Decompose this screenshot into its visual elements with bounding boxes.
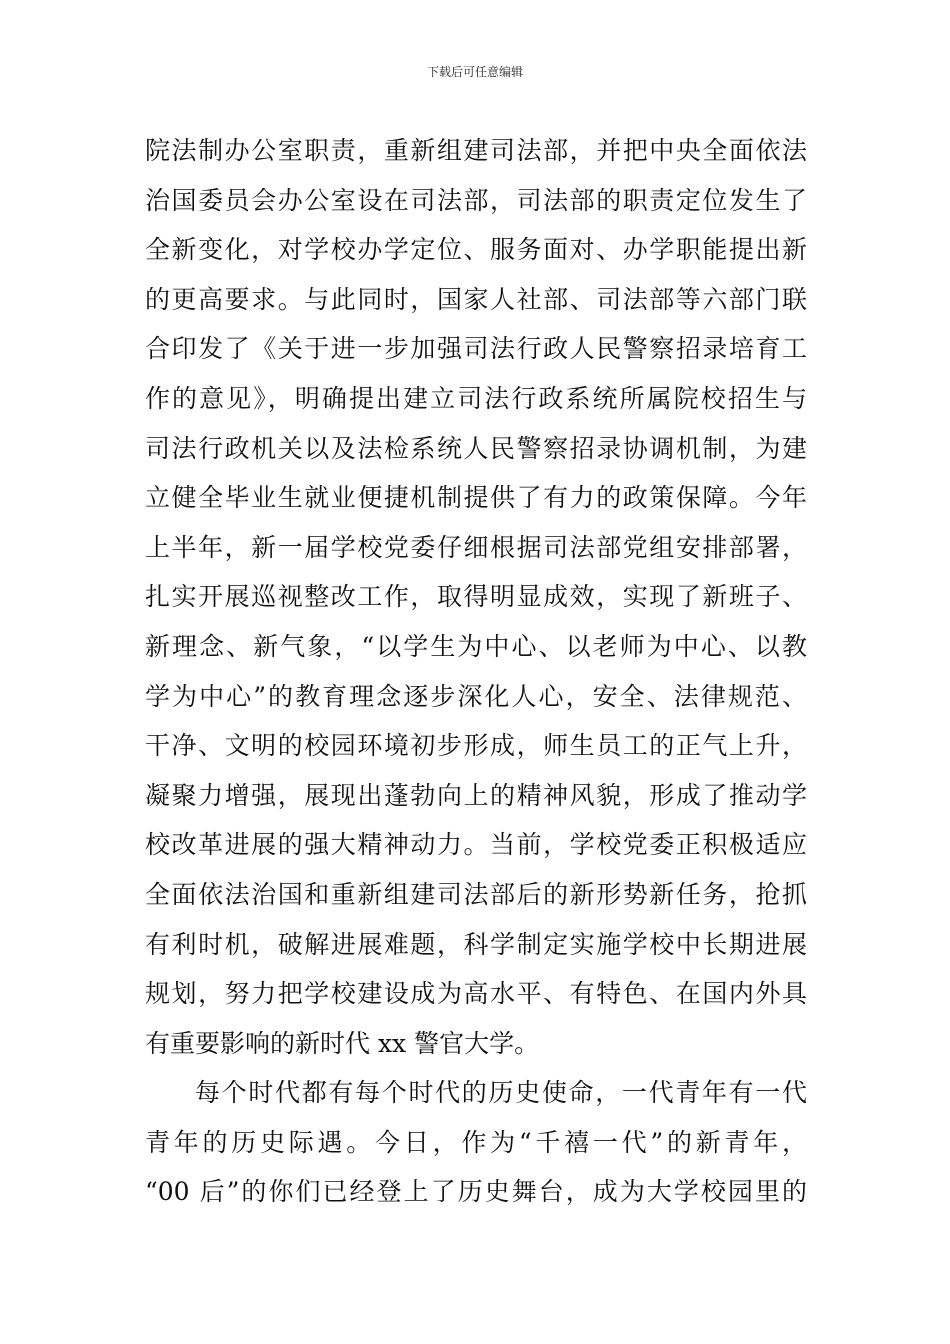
text-line: 全新变化，对学校办学定位、服务面对、办学职能提出新 [145, 235, 807, 265]
paragraph-first-line: 每个时代都有每个时代的历史使命，一代青年有一代 [195, 1078, 807, 1108]
text-line: 上半年，新一届学校党委仔细根据司法部党组安排部署， [145, 532, 807, 562]
text-line: 的更高要求。与此同时，国家人社部、司法部等六部门联 [145, 284, 807, 314]
text-line: 扎实开展巡视整改工作，取得明显成效，实现了新班子、 [145, 582, 807, 612]
text-line: 全面依法治国和重新组建司法部后的新形势新任务，抢抓 [145, 879, 807, 909]
text-line: 新理念、新气象，“以学生为中心、以老师为中心、以教 [145, 631, 807, 661]
text-line: 治国委员会办公室设在司法部，司法部的职责定位发生了 [145, 185, 807, 215]
text-line: 凝聚力增强，展现出蓬勃向上的精神风貌，形成了推动学 [145, 780, 807, 810]
text-line: 学为中心”的教育理念逐步深化人心，安全、法律规范、 [145, 681, 807, 711]
text-line: “00 后”的你们已经登上了历史舞台，成为大学校园里的 [145, 1177, 807, 1207]
paragraph-end-line: 有重要影响的新时代 xx 警官大学。 [145, 1028, 540, 1058]
text-line: 司法行政机关以及法检系统人民警察招录协调机制，为建 [145, 433, 807, 463]
text-line: 院法制办公室职责，重新组建司法部，并把中央全面依法 [145, 136, 807, 165]
text-line: 干净、文明的校园环境初步形成，师生员工的正气上升， [145, 731, 807, 761]
text-line: 合印发了《关于进一步加强司法行政人民警察招录培育工 [145, 334, 807, 364]
text-line: 规划，努力把学校建设成为高水平、有特色、在国内外具 [145, 979, 807, 1009]
page-header: 下载后可任意编辑 [426, 65, 523, 79]
text-line: 作的意见》，明确提出建立司法行政系统所属院校招生与 [145, 383, 807, 413]
document-body [145, 126, 807, 1217]
text-line: 青年的历史际遇。今日，作为“千禧一代”的新青年， [145, 1127, 807, 1157]
text-line: 校改革进展的强大精神动力。当前，学校党委正积极适应 [145, 830, 807, 860]
text-line: 立健全毕业生就业便捷机制提供了有力的政策保障。今年 [145, 483, 807, 513]
text-line: 有利时机，破解进展难题，科学制定实施学校中长期进展 [145, 929, 807, 959]
